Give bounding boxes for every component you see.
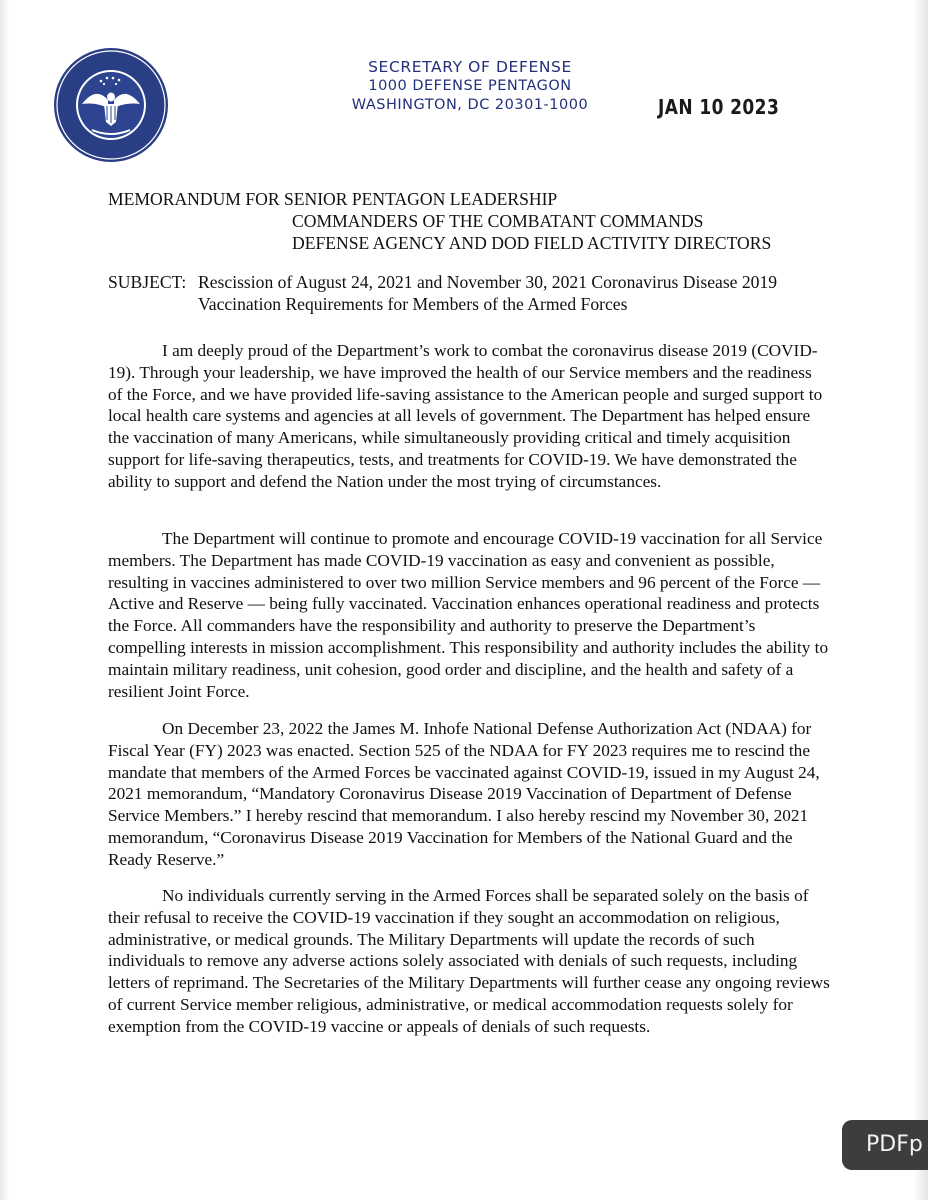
letterhead	[300, 57, 640, 115]
dod-seal-icon	[52, 46, 170, 164]
pdf-badge-button[interactable]: PDFp	[842, 1120, 928, 1170]
body-paragraph: I am deeply proud of the Department’s work to combat the coronavirus disease 2019 (COVID-19). Through your leadership, we have improved the health of our Service members and the readiness of the Force, and we have provided life-saving assistance to the American people and surged support to local health care systems and agencies at all levels of government. The Department has helped ensure the vaccination of many Americans, while simultaneously providing critical and timely acquisition support for life-saving therapeutics, tests, and treatments for COVID-19. We have demonstrated the ability to support and defend the Nation under the most trying of circumstances.	[108, 341, 823, 491]
memo-addressees	[108, 188, 771, 254]
date-stamp: JAN 10 2023	[658, 95, 780, 119]
subject-label: SUBJECT:	[108, 272, 187, 292]
letterhead-title: SECRETARY OF DEFENSE	[368, 58, 572, 76]
subject-block	[108, 271, 828, 315]
subject-line: Rescission of August 24, 2021 and November 30, 2021 Coronavirus Disease 2019	[198, 272, 778, 292]
body-paragraph: On December 23, 2022 the James M. Inhofe National Defense Authorization Act (NDAA) for Fiscal Year (FY) 2023 was enacted. Section 525 of the NDAA for FY 2023 requires me to rescind the mandate that members of the Armed Forces be vaccinated against COVID-19, issued in my August 24, 2021 memorandum, “Mandatory Coronavirus Disease 2019 Vaccination of Department of Defense Service Members.” I hereby rescind that memorandum. I also hereby rescind my November 30, 2021 memorandum, “Coronavirus Disease 2019 Vaccination for Members of the National Guard and the Ready Reserve.”	[108, 719, 820, 869]
memo-line: COMMANDERS OF THE COMBATANT COMMANDS	[292, 211, 704, 231]
page-right-edge	[914, 0, 928, 1200]
memo-line: DEFENSE AGENCY AND DOD FIELD ACTIVITY DIRECTORS	[292, 233, 772, 253]
letterhead-city: WASHINGTON, DC 20301-1000	[351, 97, 589, 113]
subject-line: Vaccination Requirements for Members of the Armed Forces	[198, 294, 628, 314]
page-left-edge	[0, 0, 10, 1200]
letterhead-address: 1000 DEFENSE PENTAGON	[368, 78, 572, 94]
body-paragraph: The Department will continue to promote and encourage COVID-19 vaccination for all Service members. The Department has made COVID-19 vaccination as easy and convenient as possible, resulting in vaccines administered to over two million Service members and 96 percent of the Force — Active and Reserve — being fully vaccinated. Vaccination enhances operational readiness and protects the Force. All commanders have the responsibility and authority to preserve the Department’s compelling interests in mission accomplishment. This responsibility and authority includes the ability to maintain military readiness, unit cohesion, good order and discipline, and the health and safety of a resilient Joint Force.	[108, 529, 829, 701]
body-paragraph: No individuals currently serving in the Armed Forces shall be separated solely on the basis of their refusal to receive the COVID-19 vaccination if they sought an accommodation on religious, administrative, or medical grounds. The Military Departments will update the records of such individuals to remove any adverse actions solely associated with denials of such requests, including letters of reprimand. The Secretaries of the Military Departments will further cease any ongoing reviews of current Service member religious, administrative, or medical accommodation requests solely for exemption from the COVID-19 vaccine or appeals of denials of such requests.	[108, 886, 830, 1036]
memo-line: MEMORANDUM FOR SENIOR PENTAGON LEADERSHIP	[108, 189, 558, 209]
